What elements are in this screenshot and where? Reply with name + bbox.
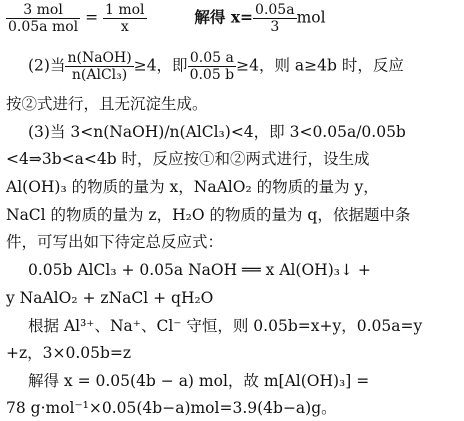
equation-line: 0.05b AlCl₃ + 0.05a NaOH ══ x Al(OH)₃↓ + bbox=[28, 261, 371, 279]
text-line: 按②式进行，且无沉淀生成。 bbox=[6, 95, 208, 113]
text-line: Al(OH)₃ 的物质的量为 x，NaAlO₂ 的物质的量为 y， bbox=[6, 178, 379, 196]
text-line: +z，3×0.05b=z bbox=[6, 344, 132, 362]
case-2-suffix: ≥4，则 a≥4b 时，反应 bbox=[236, 56, 404, 75]
fraction-denominator: 3 bbox=[253, 18, 297, 35]
case-2-prefix: (2)当 bbox=[28, 56, 66, 75]
fraction-x-value bbox=[253, 2, 297, 35]
fraction-a-over-b bbox=[188, 50, 237, 83]
fraction-3mol-over-005a bbox=[6, 2, 80, 35]
equals-sign: = bbox=[80, 8, 103, 27]
fraction-numerator: n(NaOH) bbox=[67, 50, 132, 66]
case-2-mid: ≥4，即 bbox=[133, 56, 188, 75]
equation-line: y NaAlO₂ + zNaCl + qH₂O bbox=[6, 289, 214, 307]
text-line: NaCl 的物质的量为 z，H₂O 的物质的量为 q，依据题中条 bbox=[6, 206, 411, 224]
solution-line: 解得 x = 0.05(4b − a) mol，故 m[Al(OH)₃] = bbox=[28, 372, 370, 390]
condition-line-2 bbox=[28, 50, 404, 83]
fraction-naoh-over-alcl3 bbox=[65, 50, 133, 83]
fraction-numerator: 1 mol bbox=[105, 2, 145, 18]
text-line: <4⇒3b<a<4b 时，反应按①和②两式进行，设生成 bbox=[6, 150, 370, 168]
text-line: (3)当 3<n(NaOH)/n(AlCl₃)<4，即 3<0.05a/0.05b bbox=[28, 123, 406, 141]
fraction-denominator: x bbox=[103, 18, 147, 35]
fraction-denominator: 0.05 b bbox=[189, 67, 235, 83]
fraction-denominator: n(AlCl₃) bbox=[65, 66, 133, 83]
text-line: 根据 Al³⁺、Na⁺、Cl⁻ 守恒，则 0.05b=x+y，0.05a=y bbox=[28, 317, 423, 335]
fraction-numerator: 0.05a bbox=[255, 2, 295, 18]
fraction-denominator: 0.05a mol bbox=[8, 19, 79, 35]
solution-line: 78 g·mol⁻¹×0.05(4b−a)mol=3.9(4b−a)g。 bbox=[6, 399, 337, 417]
solve-label: 解得 x= bbox=[194, 7, 254, 27]
equation-line-1 bbox=[6, 2, 326, 35]
fraction-1mol-over-x bbox=[103, 2, 147, 35]
fraction-numerator: 0.05 a bbox=[189, 50, 234, 66]
text-line: 件，可写出如下待定总反应式： bbox=[6, 233, 224, 251]
fraction-numerator: 3 mol bbox=[23, 2, 63, 18]
unit-text: mol bbox=[296, 8, 326, 27]
